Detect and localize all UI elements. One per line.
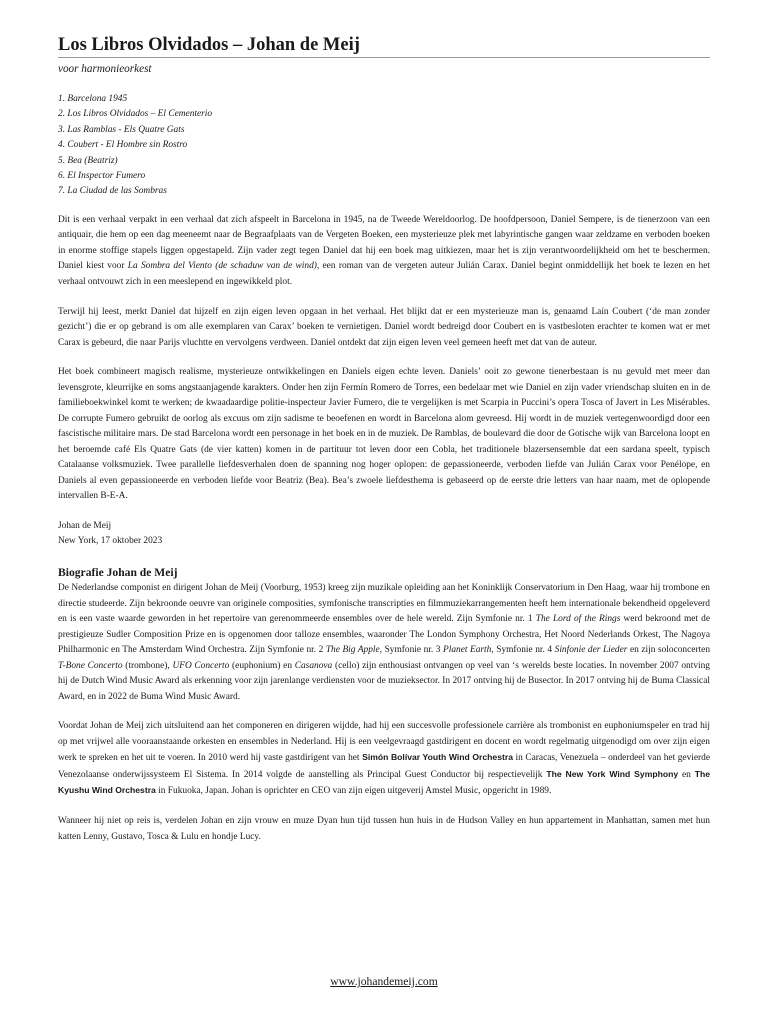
work-title: The Big Apple xyxy=(325,645,380,656)
movement-item: 3. Las Ramblas - Els Quatre Gats xyxy=(58,124,185,135)
ensemble-name: The New York Wind Symphony xyxy=(546,768,679,779)
text-run: , Symfonie nr. 3 xyxy=(379,645,443,656)
page-title: Los Libros Olvidados – Johan de Meij xyxy=(58,34,710,58)
work-title: UFO Concerto xyxy=(172,660,230,671)
text-run: (cello) zijn enthousiast ontvangen op veel van ‘s werelds beste locaties. In november 2007 ontving hij de Dutch Wind Music Award als erkenning voor zijn jarenlange verdiensten voor de muzieksector. In 2017 ontving hij de Busector. In 2017 ontving hij de Buma Classical Award, en in 2022 de Buma Wind Music Award. xyxy=(58,660,710,702)
book-title: La Sombra del Viento (de schaduw van de wind) xyxy=(127,261,317,272)
text-run: De Nederlandse componist en dirigent Johan de Meij (Voorburg, 1953) kreeg zijn muzikale opleiding aan het Koninklijk Conservatorium in Den Haag, waar hij trombone en directie studeerde. Zijn bekroonde oeuvre van originele composities, symfonische transcripties en filmmuziekarrangementen heeft hem internationale bekendheid opgeleverd en is een vaste waarde geworden in het repertoire van gerenommeerde ensembles over de hele wereld. Zijn Symfonie nr. 1 xyxy=(58,583,710,625)
work-title: T-Bone Concerto xyxy=(58,660,123,671)
signature-name: Johan de Meij xyxy=(58,520,112,531)
text-run: werd bekroond met de prestigieuze Sudler Composition Prize en is opgenomen door talloze ensembles, waaronder The London Symphony Orchestra, Het Noord Nederlands Orkest, The Nagoya Philharmonic en The Amsterdam Wind Orchestra. Zijn Symfonie nr. 2 xyxy=(58,614,710,656)
movement-item: 5. Bea (Beatriz) xyxy=(58,155,118,166)
signature-place-date: New York, 17 oktober 2023 xyxy=(58,535,163,546)
movement-list xyxy=(58,92,710,200)
work-title: The Lord of the Rings xyxy=(535,614,621,625)
document-page xyxy=(58,34,710,845)
ensemble-name: Simón Bolívar Youth Wind Orchestra xyxy=(362,752,513,763)
story-paragraph-1 xyxy=(58,213,710,290)
text-run: , een roman van de vergeten auteur Julián Carax. Daniel begint onmiddellijk het boek te lezen en het verhaal ontvouwt zich in een meeslepend en ingewikkeld plot. xyxy=(58,261,710,287)
text-run: (trombone), xyxy=(122,660,173,671)
movement-item: 7. La Ciudad de las Sombras xyxy=(58,186,167,197)
text-run: en xyxy=(678,769,695,780)
page-subtitle: voor harmonieorkest xyxy=(58,63,152,75)
text-run: Dit is een verhaal verpakt in een verhaal dat zich afspeelt in Barcelona in 1945, na de Tweede Wereldoorlog. De hoofdpersoon, Daniel Sempere, is de tienerzoon van een antiquair, die hem op een dag meeneemt naar de Begraafplaats van de Vergeten Boeken, een mysterieuze plek met labyrintische gangen waar zeldzame en verboden boeken in enorme stoffige stapels liggen opgestapeld. Zijn vader zegt tegen Daniel dat hij een boek mag uitkiezen, maar het is zijn verantwoordelijkheid om het te beschermen. Daniel kiest voor xyxy=(58,214,710,272)
story-paragraph-3: Het boek combineert magisch realisme, mysterieuze ontwikkelingen en Daniels eigen echte leven. Daniels’ ooit zo gewone tienerbestaan is nu gevuld met meer dan levensgrote, kleurrijke en soms angstaanjagende karakters. Onder hen zijn Fermín Romero de Torres, een bedelaar met wie Daniel en zijn vader vriendschap sluiten en in de familieboekwinkel komt te werken; de kwaadaardige politie-inspecteur Javier Fumero, die te vergelijken is met Scarpia in Puccini’s opera Tosca of Javert in Les Misérables. De corrupte Fumero gebruikt de oorlog als excuus om zijn sadisme te beoefenen en wordt in Barcelona alom gevreesd. Hij wordt in de muziek vertegenwoordigd door een fascistische militaire mars. De stad Barcelona wordt een personage in het boek en in de muziek. De Ramblas, de boulevard die door de Gotische wijk van Barcelona loopt en het beroemde café Els Quatre Gats (de vier katten) komen in de partituur tot leven door een Cobla, het traditionele blazersensemble dat een sardana speelt, typisch Catalaanse volksmuziek. Twee parallelle liefdesverhalen doen de spanning nog hoger oplopen: de gepassioneerde, verboden liefde van Julián Carax voor Penélope, en Daniels al even gepassioneerde en verboden liefde voor Beatriz (Bea). Bea’s zwoele liefdesthema is gebaseerd op de eerste drie letters van haar naam, met de oplopende intervallen B-E-A. xyxy=(58,367,710,502)
bio-paragraph-3: Wanneer hij niet op reis is, verdelen Johan en zijn vrouw en muze Dyan hun tijd tussen hun huis in de Hudson Valley en hun appartement in Manhattan, samen met hun katten Lenny, Gustavo, Tosca & Lulu en hondje Lucy. xyxy=(58,816,710,842)
signature-block xyxy=(58,519,710,550)
bio-paragraph-1 xyxy=(58,581,710,705)
work-title: Casanova xyxy=(294,660,333,671)
bio-paragraph-2 xyxy=(58,719,710,799)
text-run: in Fukuoka, Japan. Johan is oprichter en CEO van zijn eigen uitgeverij Amstel Music, opgericht in 1989. xyxy=(155,786,552,797)
story-paragraph-2: Terwijl hij leest, merkt Daniel dat hijzelf en zijn eigen leven opgaan in het verhaal. Het blijkt dat er een mysterieuze man is, genaamd Laín Coubert (‘de man zonder gezicht’) die er op gebrand is om alle exemplaren van Carax’ boeken te vernietigen. Daniel wordt bedreigd door Coubert en is vastbesloten erachter te komen wat er met Carax is gebeurd, die naar Parijs vluchtte en vervolgens verdween. Daniel ontdekt dat zijn eigen leven veel gemeen heeft met dat van de auteur. xyxy=(58,306,710,348)
text-run: Voordat Johan de Meij zich uitsluitend aan het componeren en dirigeren wijdde, had hij een succesvolle professionele carrière als trombonist en euphoniumspeler en trad hij op met vrijwel alle vooraanstaande orkesten en ensembles in Nederland. Hij is een veelgevraagd gastdirigent en docent en wordt regelmatig uitgenodigd om over zijn eigen werk te spreken en het uit te voeren. In 2010 werd hij vaste gastdirigent van het xyxy=(58,721,710,764)
text-run: (euphonium) en xyxy=(229,660,295,671)
movement-item: 6. El Inspector Fumero xyxy=(58,171,146,182)
work-title: Sinfonie der Lieder xyxy=(554,645,628,656)
movement-item: 1. Barcelona 1945 xyxy=(58,94,128,104)
bio-heading: Biografie Johan de Meij xyxy=(58,566,178,580)
footer xyxy=(0,975,768,988)
movement-item: 2. Los Libros Olvidados – El Cementerio xyxy=(58,109,213,120)
text-run: en zijn soloconcerten xyxy=(627,645,711,656)
movement-item: 4. Coubert - El Hombre sin Rostro xyxy=(58,140,188,151)
ensemble-name: The Kyushu Wind Orchestra xyxy=(58,768,710,796)
text-run: in Caracas, Venezuela – onderdeel van het gevierde Venezolaanse onderwijssysteem El Sistema. In 2014 volgde de aanstelling als Principal Guest Conductor bij respectievelijk xyxy=(58,753,710,780)
website-link[interactable]: www.johandemeij.com xyxy=(330,975,438,988)
work-title: Planet Earth xyxy=(442,645,492,656)
text-run: , Symfonie nr. 4 xyxy=(491,645,555,656)
